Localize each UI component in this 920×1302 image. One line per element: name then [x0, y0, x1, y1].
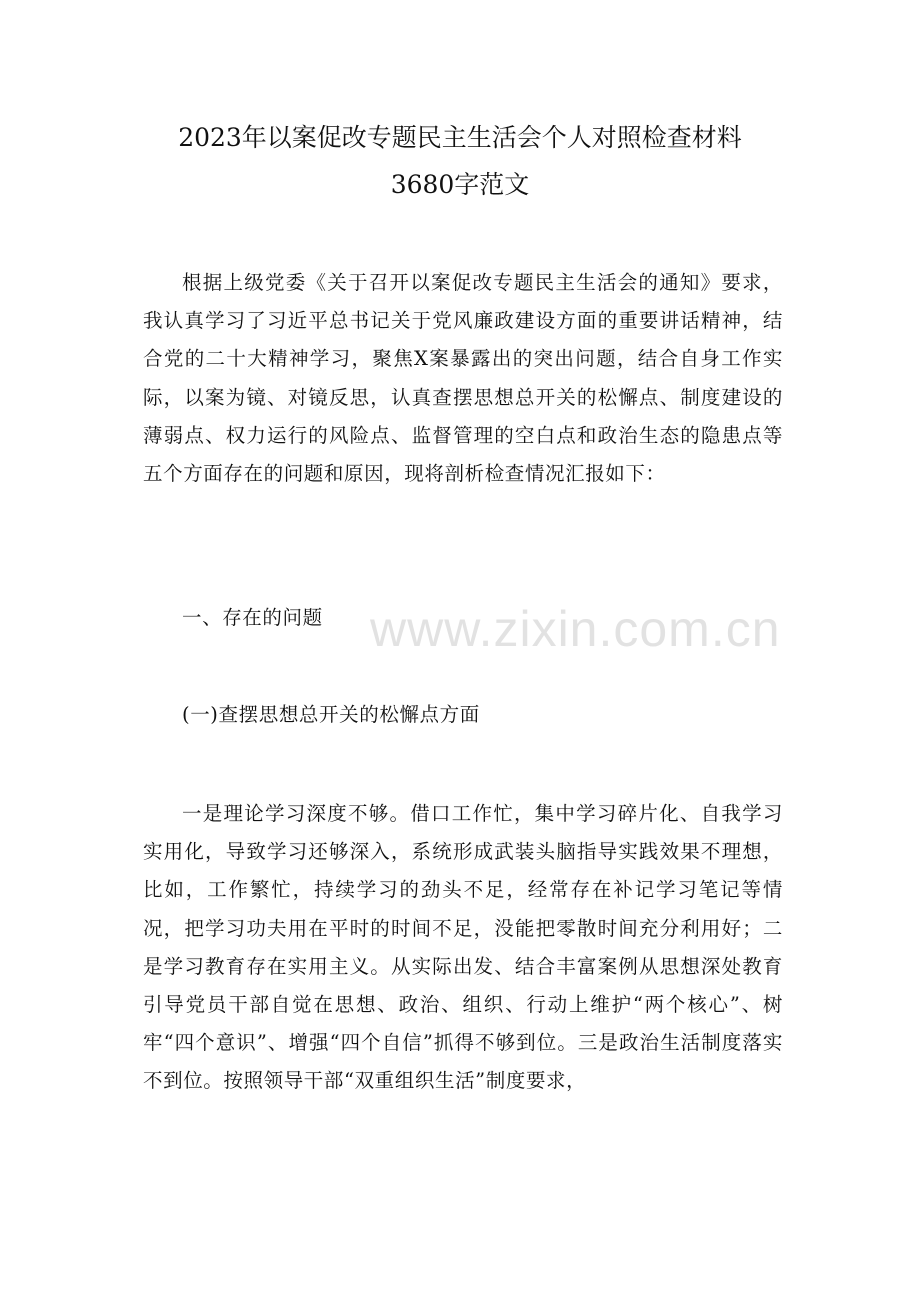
- subsection-heading: (一)查摆思想总开关的松懈点方面: [182, 703, 480, 726]
- document-title-line-2: 3680字范文: [390, 170, 530, 199]
- body-paragraph: 一是理论学习深度不够。借口工作忙，集中学习碎片化、自我学习实用化，导致学习还够深入，系统形成武装头脑指导实践效果不理想，比如，工作繁忙，持续学习的劲头不足，经常存在补记学习笔记等情况，把学习功夫用在平时的时间不足，没能把零散时间充分利用好；二是学习教育存在实用主义。从实际出发、结合丰富案例从思想深处教育引导党员干部自觉在思想、政治、组织、行动上维护“两个核心”、树牢“四个意识”、增强“四个自信”抓得不够到位。三是政治生活制度落实不到位。按照领导干部“双重组织生活”制度要求，: [143, 802, 783, 1093]
- section-heading: 一、存在的问题: [182, 606, 323, 629]
- document-title-line-1: 2023年以案促改专题民主生活会个人对照检查材料: [178, 123, 742, 152]
- intro-paragraph: 根据上级党委《关于召开以案促改专题民主生活会的通知》要求，我认真学习了习近平总书记关于党风廉政建设方面的重要讲话精神，结合党的二十大精神学习，聚焦X案暴露出的突出问题，结合自身工作实际，以案为镜、对镜反思，认真查摆思想总开关的松懈点、制度建设的薄弱点、权力运行的风险点、监督管理的空白点和政治生态的隐患点等五个方面存在的问题和原因，现将剖析检查情况汇报如下：: [143, 271, 783, 486]
- site-watermark: www.zixin.com.cn: [370, 601, 781, 657]
